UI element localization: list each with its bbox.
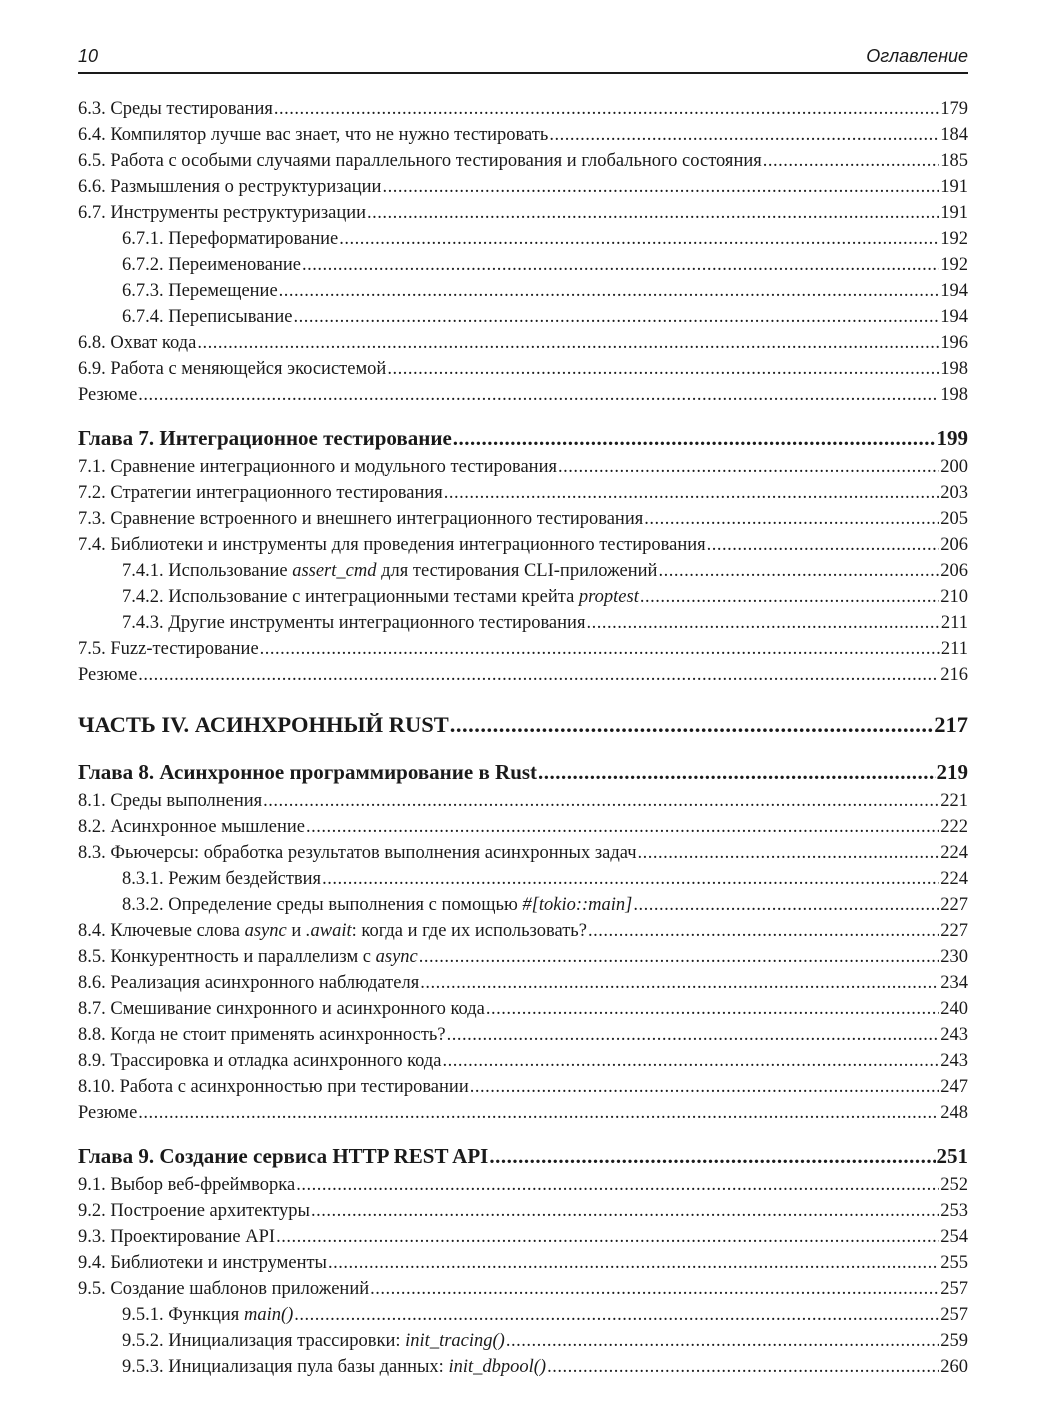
dot-leader	[644, 506, 939, 532]
toc-section-entry[interactable]	[78, 1172, 968, 1198]
dot-leader	[444, 480, 939, 506]
toc-entry-title: 6.8. Охват кода	[78, 333, 197, 353]
page-number: 10	[78, 46, 99, 66]
toc-section-entry[interactable]	[78, 1250, 968, 1276]
dot-leader	[197, 330, 939, 356]
dot-leader	[486, 996, 939, 1022]
toc-page-number: 198	[940, 359, 968, 379]
toc-entry-title: ЧАСТЬ IV. АСИНХРОННЫЙ RUST	[78, 712, 449, 737]
toc-section-entry[interactable]	[78, 454, 968, 480]
toc-page-number: 243	[940, 1025, 968, 1045]
dot-leader	[263, 788, 939, 814]
dot-leader	[633, 892, 939, 918]
toc-entry-title: 7.4.1. Использование assert_cmd для тестирования CLI-приложений	[122, 561, 658, 581]
dot-leader	[260, 636, 940, 662]
dot-leader	[470, 1074, 940, 1100]
dot-leader	[450, 708, 934, 742]
toc-entry-title: 8.1. Среды выполнения	[78, 791, 263, 811]
toc-entry-title: 9.5.3. Инициализация пула базы данных: init_dbpool()	[122, 1357, 547, 1377]
toc-section-entry[interactable]	[78, 944, 968, 970]
toc-page-number: 211	[940, 613, 968, 633]
toc-section-entry[interactable]	[78, 1276, 968, 1302]
toc-entry-title: 8.4. Ключевые слова async и .await: когда и где их использовать?	[78, 921, 587, 941]
toc-page-number: 203	[940, 483, 968, 503]
toc-entry-title: 7.1. Сравнение интеграционного и модульного тестирования	[78, 457, 557, 477]
toc-entry-title: 6.7.3. Перемещение	[122, 281, 278, 301]
toc-page-number: 248	[940, 1103, 968, 1123]
toc-entry-title: Глава 8. Асинхронное программирование в Rust	[78, 760, 538, 784]
toc-entry-title: 8.3.1. Режим бездействия	[122, 869, 322, 889]
toc-subsection-entry[interactable]	[78, 558, 968, 584]
toc-subsection-entry[interactable]	[78, 1328, 968, 1354]
toc-page-number: 222	[940, 817, 968, 837]
toc-subsection-entry[interactable]	[78, 304, 968, 330]
dot-leader	[588, 918, 939, 944]
toc-page-number: 251	[936, 1144, 968, 1168]
toc-page-number: 224	[940, 843, 968, 863]
toc-page-number: 206	[940, 535, 968, 555]
dot-leader	[453, 422, 936, 454]
toc-section-entry[interactable]	[78, 356, 968, 382]
toc-page-number: 243	[940, 1051, 968, 1071]
dot-leader	[447, 1022, 940, 1048]
toc-entry-title: 9.2. Построение архитектуры	[78, 1201, 310, 1221]
dot-leader	[276, 1224, 939, 1250]
toc-page-number: 227	[940, 921, 968, 941]
toc-entry-title: 6.7.1. Переформатирование	[122, 229, 339, 249]
toc-page-number: 211	[940, 639, 968, 659]
toc-entry-title: 8.10. Работа с асинхронностью при тестировании	[78, 1077, 469, 1097]
dot-leader	[138, 382, 939, 408]
dot-leader	[640, 584, 939, 610]
toc-entry-title: 8.2. Асинхронное мышление	[78, 817, 305, 837]
toc-section-entry[interactable]	[78, 532, 968, 558]
toc-page-number: 227	[940, 895, 968, 915]
toc-section-entry[interactable]	[78, 122, 968, 148]
dot-leader	[322, 866, 939, 892]
toc-page-number: 257	[940, 1279, 968, 1299]
toc-page-number: 240	[940, 999, 968, 1019]
dot-leader	[387, 356, 939, 382]
dot-leader	[558, 454, 939, 480]
dot-leader	[311, 1198, 939, 1224]
toc-section-entry[interactable]	[78, 506, 968, 532]
dot-leader	[367, 200, 939, 226]
toc-section-entry[interactable]	[78, 200, 968, 226]
toc-page-number: 192	[940, 229, 968, 249]
toc-page-number: 257	[940, 1305, 968, 1325]
toc-entry-title: 6.7.4. Переписывание	[122, 307, 293, 327]
toc-entry-title: Глава 7. Интеграционное тестирование	[78, 426, 452, 450]
dot-leader	[294, 1302, 939, 1328]
toc-entry-title: 9.3. Проектирование API	[78, 1227, 276, 1247]
toc-entry-title: 7.3. Сравнение встроенного и внешнего интеграционного тестирования	[78, 509, 644, 529]
toc-subsection-entry[interactable]	[78, 584, 968, 610]
toc-page-number: 196	[940, 333, 968, 353]
toc-entry-title: 6.6. Размышления о реструктуризации	[78, 177, 382, 197]
toc-page-number: 221	[940, 791, 968, 811]
toc-entry-title: 8.7. Смешивание синхронного и асинхронного кода	[78, 999, 485, 1019]
toc-page-number: 253	[940, 1201, 968, 1221]
dot-leader	[419, 944, 940, 970]
toc-section-entry[interactable]	[78, 1022, 968, 1048]
toc-section-entry[interactable]	[78, 840, 968, 866]
dot-leader	[420, 970, 939, 996]
toc-section-entry[interactable]	[78, 1074, 968, 1100]
toc-section-entry[interactable]	[78, 174, 968, 200]
toc-entry-title: 7.4. Библиотеки и инструменты для проведения интеграционного тестирования	[78, 535, 706, 555]
toc-page-number: 230	[940, 947, 968, 967]
toc-page-number: 260	[940, 1357, 968, 1377]
toc-page-number: 191	[940, 203, 968, 223]
toc-entry-title: 6.5. Работа с особыми случаями параллельного тестирования и глобального состояния	[78, 151, 762, 171]
toc-page-number: 252	[940, 1175, 968, 1195]
toc-page-number: 200	[940, 457, 968, 477]
dot-leader	[328, 1250, 939, 1276]
toc-entry-title: 8.6. Реализация асинхронного наблюдателя	[78, 973, 420, 993]
toc-subsection-entry[interactable]	[78, 226, 968, 252]
dot-leader	[293, 304, 939, 330]
toc-part-entry[interactable]	[78, 708, 968, 742]
toc-entry-title: 6.7.2. Переименование	[122, 255, 301, 275]
toc-page-number: 191	[940, 177, 968, 197]
toc-page-number: 205	[940, 509, 968, 529]
dot-leader	[370, 1276, 939, 1302]
toc-entry-title: 9.5. Создание шаблонов приложений	[78, 1279, 370, 1299]
dot-leader	[586, 610, 939, 636]
toc-entry-title: 6.9. Работа с меняющейся экосистемой	[78, 359, 387, 379]
toc-subsection-entry[interactable]	[78, 1302, 968, 1328]
toc-page-number: 259	[940, 1331, 968, 1351]
dot-leader	[549, 122, 939, 148]
toc-subsection-entry[interactable]	[78, 278, 968, 304]
toc-section-entry[interactable]	[78, 918, 968, 944]
table-of-contents	[78, 96, 968, 1380]
toc-entry-title: 7.4.2. Использование с интеграционными тестами крейта proptest	[122, 587, 639, 607]
toc-subsection-entry[interactable]	[78, 866, 968, 892]
dot-leader	[339, 226, 939, 252]
toc-page-number: 210	[940, 587, 968, 607]
dot-leader	[138, 1100, 939, 1126]
running-title: Оглавление	[866, 46, 968, 66]
toc-chapter-entry[interactable]	[78, 756, 968, 788]
dot-leader	[547, 1354, 939, 1380]
dot-leader	[538, 756, 935, 788]
toc-section-entry[interactable]	[78, 970, 968, 996]
toc-entry-title: 7.5. Fuzz-тестирование	[78, 639, 259, 659]
toc-page-number: 247	[940, 1077, 968, 1097]
toc-page-number: 216	[940, 665, 968, 685]
toc-entry-title: 6.4. Компилятор лучше вас знает, что не нужно тестировать	[78, 125, 549, 145]
toc-section-entry[interactable]	[78, 480, 968, 506]
toc-page-number: 198	[940, 385, 968, 405]
toc-page-number: 179	[940, 99, 968, 119]
toc-entry-title: 8.3. Фьючерсы: обработка результатов выполнения асинхронных задач	[78, 843, 637, 863]
toc-spacer	[78, 1126, 968, 1140]
toc-section-entry[interactable]	[78, 662, 968, 688]
toc-page-number: 206	[940, 561, 968, 581]
dot-leader	[489, 1140, 935, 1172]
dot-leader	[638, 840, 940, 866]
toc-entry-title: 7.4.3. Другие инструменты интеграционного тестирования	[122, 613, 586, 633]
toc-entry-title: Глава 9. Создание сервиса HTTP REST API	[78, 1144, 489, 1168]
toc-section-entry[interactable]	[78, 1100, 968, 1126]
dot-leader	[138, 662, 939, 688]
toc-section-entry[interactable]	[78, 1224, 968, 1250]
toc-page-number: 234	[940, 973, 968, 993]
toc-page-number: 219	[936, 760, 968, 784]
dot-leader	[306, 814, 939, 840]
toc-subsection-entry[interactable]	[78, 892, 968, 918]
dot-leader	[707, 532, 940, 558]
toc-page-number: 254	[940, 1227, 968, 1247]
dot-leader	[382, 174, 939, 200]
toc-entry-title: 7.2. Стратегии интеграционного тестирования	[78, 483, 443, 503]
toc-section-entry[interactable]	[78, 814, 968, 840]
toc-page-number: 184	[940, 125, 968, 145]
toc-subsection-entry[interactable]	[78, 1354, 968, 1380]
toc-entry-title: 8.8. Когда не стоит применять асинхронность?	[78, 1025, 446, 1045]
toc-page-number: 185	[940, 151, 968, 171]
toc-page-number: 224	[940, 869, 968, 889]
toc-section-entry[interactable]	[78, 1198, 968, 1224]
dot-leader	[279, 278, 940, 304]
toc-page-number: 194	[940, 281, 968, 301]
toc-entry-title: 8.3.2. Определение среды выполнения с помощью #[tokio::main]	[122, 895, 633, 915]
dot-leader	[658, 558, 939, 584]
toc-chapter-entry[interactable]	[78, 1140, 968, 1172]
toc-entry-title: 6.3. Среды тестирования	[78, 99, 273, 119]
toc-page-number: 217	[934, 712, 968, 737]
toc-page-number: 199	[936, 426, 968, 450]
toc-section-entry[interactable]	[78, 1048, 968, 1074]
toc-page-number: 194	[940, 307, 968, 327]
toc-chapter-entry[interactable]	[78, 422, 968, 454]
toc-page-number: 255	[940, 1253, 968, 1273]
toc-entry-title: 9.5.1. Функция main()	[122, 1305, 294, 1325]
toc-entry-title: Резюме	[78, 385, 138, 405]
toc-section-entry[interactable]	[78, 788, 968, 814]
toc-subsection-entry[interactable]	[78, 252, 968, 278]
toc-entry-title: 6.7. Инструменты реструктуризации	[78, 203, 367, 223]
toc-entry-title: Резюме	[78, 1103, 138, 1123]
toc-section-entry[interactable]	[78, 148, 968, 174]
toc-spacer	[78, 742, 968, 756]
toc-page-number: 192	[940, 255, 968, 275]
toc-section-entry[interactable]	[78, 636, 968, 662]
toc-section-entry[interactable]	[78, 330, 968, 356]
toc-entry-title: Резюме	[78, 665, 138, 685]
toc-spacer	[78, 688, 968, 708]
dot-leader	[763, 148, 939, 174]
dot-leader	[296, 1172, 939, 1198]
toc-spacer	[78, 408, 968, 422]
running-header	[78, 44, 968, 74]
toc-section-entry[interactable]	[78, 996, 968, 1022]
toc-entry-title: 9.5.2. Инициализация трассировки: init_tracing()	[122, 1331, 505, 1351]
dot-leader	[302, 252, 939, 278]
toc-entry-title: 8.9. Трассировка и отладка асинхронного кода	[78, 1051, 442, 1071]
toc-subsection-entry[interactable]	[78, 610, 968, 636]
dot-leader	[443, 1048, 940, 1074]
toc-section-entry[interactable]	[78, 382, 968, 408]
toc-entry-title: 9.4. Библиотеки и инструменты	[78, 1253, 327, 1273]
toc-entry-title: 9.1. Выбор веб-фреймворка	[78, 1175, 296, 1195]
dot-leader	[274, 96, 939, 122]
dot-leader	[506, 1328, 939, 1354]
toc-entry-title: 8.5. Конкурентность и параллелизм с async	[78, 947, 418, 967]
toc-section-entry[interactable]	[78, 96, 968, 122]
